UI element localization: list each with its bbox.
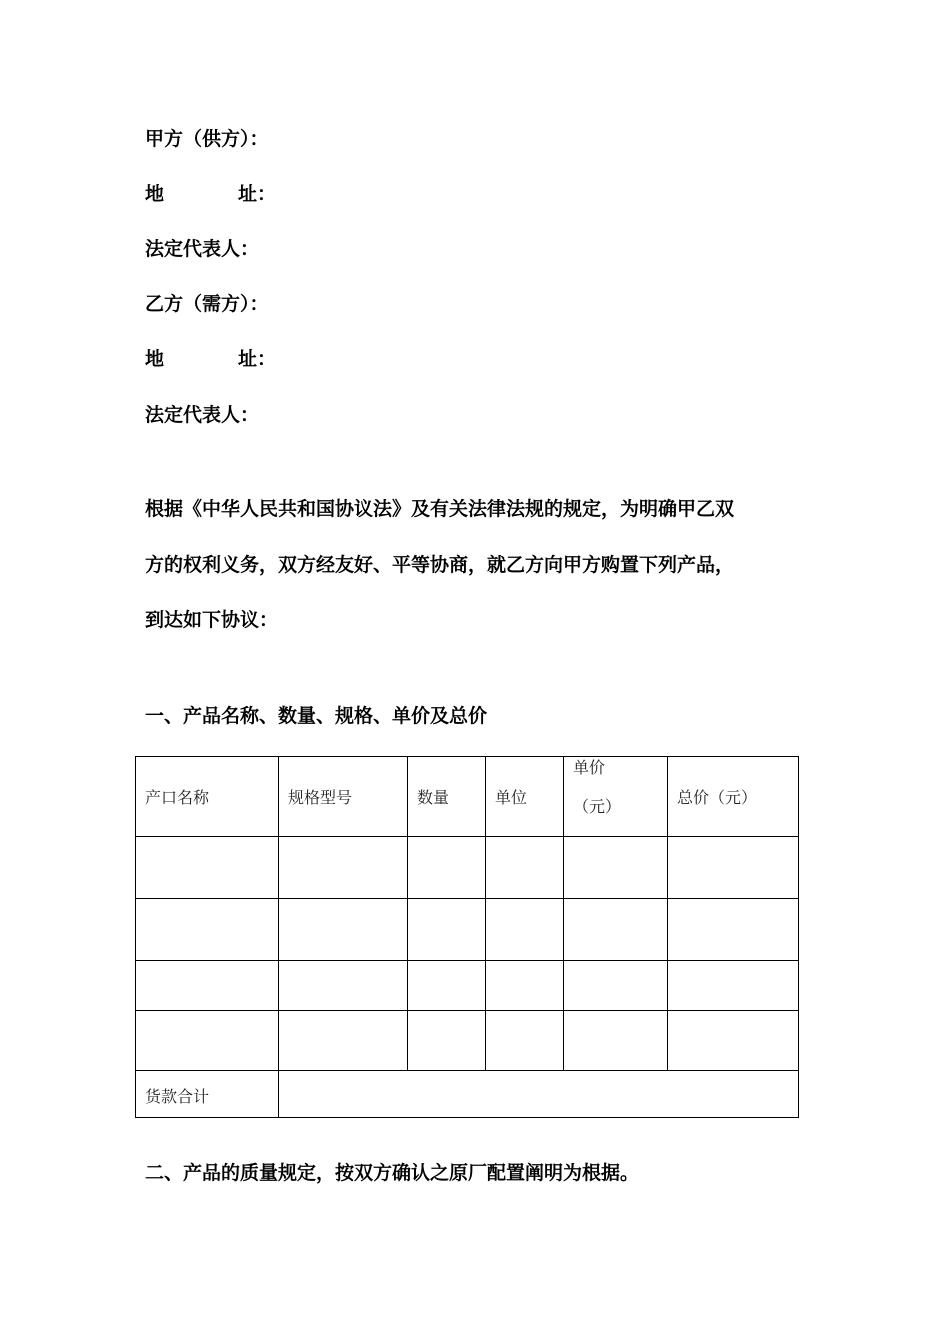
header-spec-model: 规格型号 — [279, 757, 408, 837]
party-b-rep-label: 法定代表人： — [145, 404, 260, 426]
address-label-part2: 址： — [238, 348, 277, 370]
table-cell[interactable] — [136, 837, 279, 899]
table-cell[interactable] — [279, 899, 408, 961]
table-cell[interactable] — [408, 1011, 486, 1071]
table-cell[interactable] — [668, 899, 799, 961]
header-unit-price-line2: （元） — [573, 796, 622, 816]
party-b-title: 乙方（需方）： — [145, 293, 269, 315]
table-cell[interactable] — [564, 1011, 668, 1071]
table-cell[interactable] — [486, 961, 564, 1011]
table-cell[interactable] — [279, 1011, 408, 1071]
table-cell[interactable] — [408, 961, 486, 1011]
address-label-part1: 地 — [145, 183, 165, 205]
table-cell[interactable] — [668, 1011, 799, 1071]
header-unit-price — [564, 757, 668, 837]
table-cell[interactable] — [564, 837, 668, 899]
header-product-name: 产口名称 — [136, 757, 279, 837]
intro-line-3: 到达如下协议： — [145, 609, 279, 631]
intro-line-1: 根据《中华人民共和国协议法》及有关法律法规的规定，为明确甲乙双 — [145, 498, 735, 520]
section-2-heading: 二、产品的质量规定，按双方确认之原厂配置阐明为根据。 — [145, 1162, 640, 1184]
table-cell[interactable] — [279, 837, 408, 899]
table-cell[interactable] — [668, 961, 799, 1011]
table-total-row — [136, 1071, 799, 1118]
table-cell[interactable] — [279, 961, 408, 1011]
party-a-title: 甲方（供方）： — [145, 128, 269, 150]
table-row — [136, 1011, 799, 1071]
total-value-cell[interactable] — [279, 1071, 799, 1118]
table-header-row — [136, 757, 799, 837]
total-label-cell: 货款合计 — [136, 1071, 279, 1118]
table-row — [136, 899, 799, 961]
table-cell[interactable] — [564, 961, 668, 1011]
table-cell[interactable] — [136, 899, 279, 961]
header-total-price: 总价（元） — [668, 757, 799, 837]
table-cell[interactable] — [486, 837, 564, 899]
product-table — [135, 756, 799, 1118]
table-cell[interactable] — [486, 899, 564, 961]
table-row — [136, 961, 799, 1011]
address-label-part2: 址： — [238, 183, 277, 205]
table-cell[interactable] — [668, 837, 799, 899]
table-cell[interactable] — [408, 837, 486, 899]
header-unit-price-line1: 单价 — [573, 757, 606, 777]
intro-line-2: 方的权利义务，双方经友好、平等协商，就乙方向甲方购置下列产品， — [145, 554, 735, 576]
table-cell[interactable] — [564, 899, 668, 961]
table-row — [136, 837, 799, 899]
party-a-rep-label: 法定代表人： — [145, 238, 260, 260]
table-cell[interactable] — [136, 1011, 279, 1071]
table-cell[interactable] — [408, 899, 486, 961]
party-b-address-label — [145, 347, 276, 371]
section-1-heading: 一、产品名称、数量、规格、单价及总价 — [145, 705, 488, 727]
table-cell[interactable] — [486, 1011, 564, 1071]
header-unit: 单位 — [486, 757, 564, 837]
address-label-part1: 地 — [145, 348, 165, 370]
header-quantity: 数量 — [408, 757, 486, 837]
table-cell[interactable] — [136, 961, 279, 1011]
party-a-address-label — [145, 182, 276, 206]
